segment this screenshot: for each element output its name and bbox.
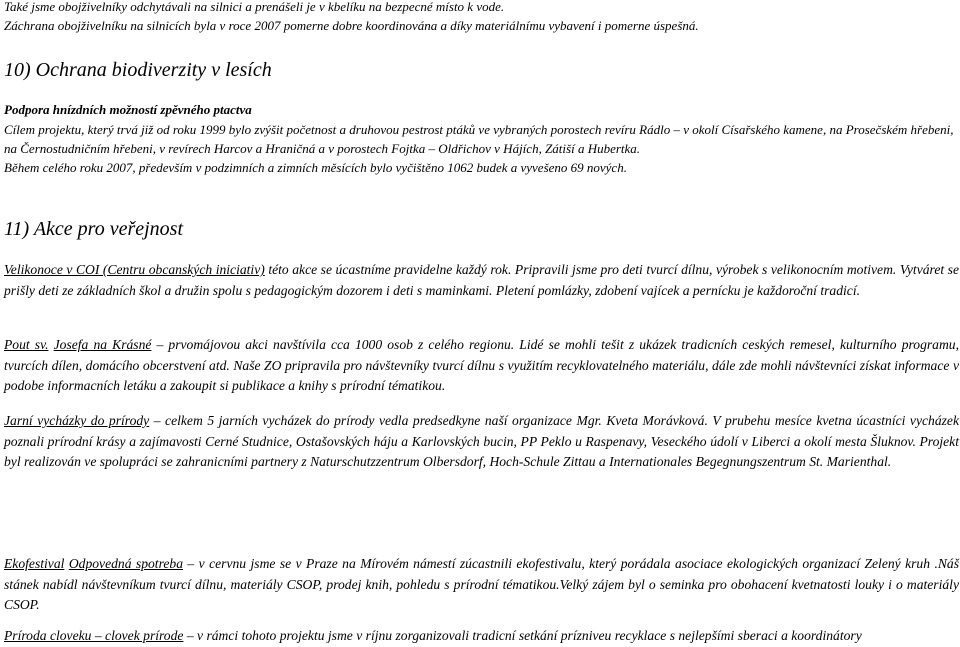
ecofestival-text: – v cervnu jsme se v Praze na Mírovém námestí zúcastnili ekofestivalu, který porádala asociace ekologických organizací Zelený kruh .Náš stánek nabídl návštevníkum tvurcí dílnu, materiály CSOP, prodej knih, pohledu s prírodní tématikou.Velký zájem byl o seminka pro obohacení kvetnatosti louky i o materiály CSOP. bbox=[4, 556, 959, 612]
section-11-heading: 11) Akce pro veřejnost bbox=[4, 218, 184, 240]
paragraph-ecofestival bbox=[4, 554, 959, 616]
intro-line-1: Také jsme obojživelníky odchytávali na silnici a prenášeli je v kbelíku na bezpecné místo k vode. bbox=[4, 0, 505, 14]
nature-people-link[interactable]: Príroda cloveku – clovek prírode bbox=[4, 628, 184, 643]
ecofestival-link-2[interactable]: Odpovedná spotreba bbox=[68, 556, 183, 571]
paragraph-easter bbox=[4, 260, 959, 301]
section-10-paragraph-2: Během celého roku 2007, především v podzimních a zimních měsících bylo vyčištěno 1062 budek a vyvešeno 69 nových. bbox=[4, 160, 627, 175]
spring-walks-link[interactable]: Jarní vycházky do prírody bbox=[4, 413, 150, 428]
pilgrimage-link-1[interactable]: Pout sv. bbox=[4, 337, 49, 352]
easter-event-link[interactable]: Velikonoce v COI (Centru obcanských iniciativ) bbox=[4, 262, 265, 277]
paragraph-pilgrimage bbox=[4, 335, 959, 397]
intro-line-2: Záchrana obojživelníku na silnicích byla v roce 2007 pomerne dobre koordinována a díky materiálnímu vybavení i pomerne úspešná. bbox=[4, 18, 699, 33]
paragraph-spring-walks bbox=[4, 411, 959, 473]
easter-event-text: této akce se úcastníme pravidelne každý rok. Pripravili jsme pro deti tvurcí dílnu, výrobek s velikonocním motivem. Vytváret se prišly deti ze základních škol a družin spolu s pedagogickým dozorem i deti s maminkami. Pletení pomlázky, zdobení vajícek a pernícku je každoroční tradicí. bbox=[4, 262, 959, 298]
section-10-heading: 10) Ochrana biodiverzity v lesích bbox=[4, 59, 272, 81]
pilgrimage-link-2[interactable]: Josefa na Krásné bbox=[53, 337, 152, 352]
spring-walks-text: – celkem 5 jarních vycházek do prírody vedla predsedkyne naší organizace Mgr. Kveta Morávková. V prubehu mesíce kvetna úcastníci vycházek poznali prírodní krásy a zajímavosti Cerné Studnice, Ostašovských háju a Karlovských bucin, PP Peklo u Raspenavy, Veseckého údolí v Liberci a okolí mesta Šluknov. Projekt byl realizován ve spolupráci se zahranicními partnery z Naturschutzzentrum Olbersdorf, Hoch-Schule Zittau a Internationales Begegnungszentrum St. Marienthal. bbox=[4, 413, 959, 469]
paragraph-nature-people bbox=[4, 626, 959, 647]
section-10-paragraph-1: Cílem projektu, který trvá již od roku 1999 bylo zvýšit početnost a druhovou pestrost ptáků ve vybraných porostech revíru Rádlo – v okolí Císařského kamene, na Prosečském hřebeni, na Černostudničním hřebeni, v revírech Harcov a Hraničná a v porostech Fojtka – Oldřichov v Hájích, Zátiší a Hubertka. bbox=[4, 122, 954, 156]
nature-people-text: – v rámci tohoto projektu jsme v ríjnu zorganizovali tradicní setkání prízniveu recyklace s nejlepšími sberaci a koordinátory bbox=[183, 628, 862, 643]
section-10-subheading: Podpora hnízdních možností zpěvného ptactva bbox=[4, 102, 252, 117]
pilgrimage-text: – prvomájovou akci navštívila cca 1000 osob z celého regionu. Lidé se mohli tešit z ukázek tradicních ceských remesel, kulturního programu, tvurcích dílen, domácího obcerstvení atd. Naše ZO pripravila pro návštevníky tvurcí dílnu s využitím recyklovatelného materiálu, dále zde mohli návštevníci získat informace v podobe informacních letáku a zakoupit si publikace a knihy s prírodní tématikou. bbox=[4, 337, 959, 393]
ecofestival-link-1[interactable]: Ekofestival bbox=[4, 556, 65, 571]
